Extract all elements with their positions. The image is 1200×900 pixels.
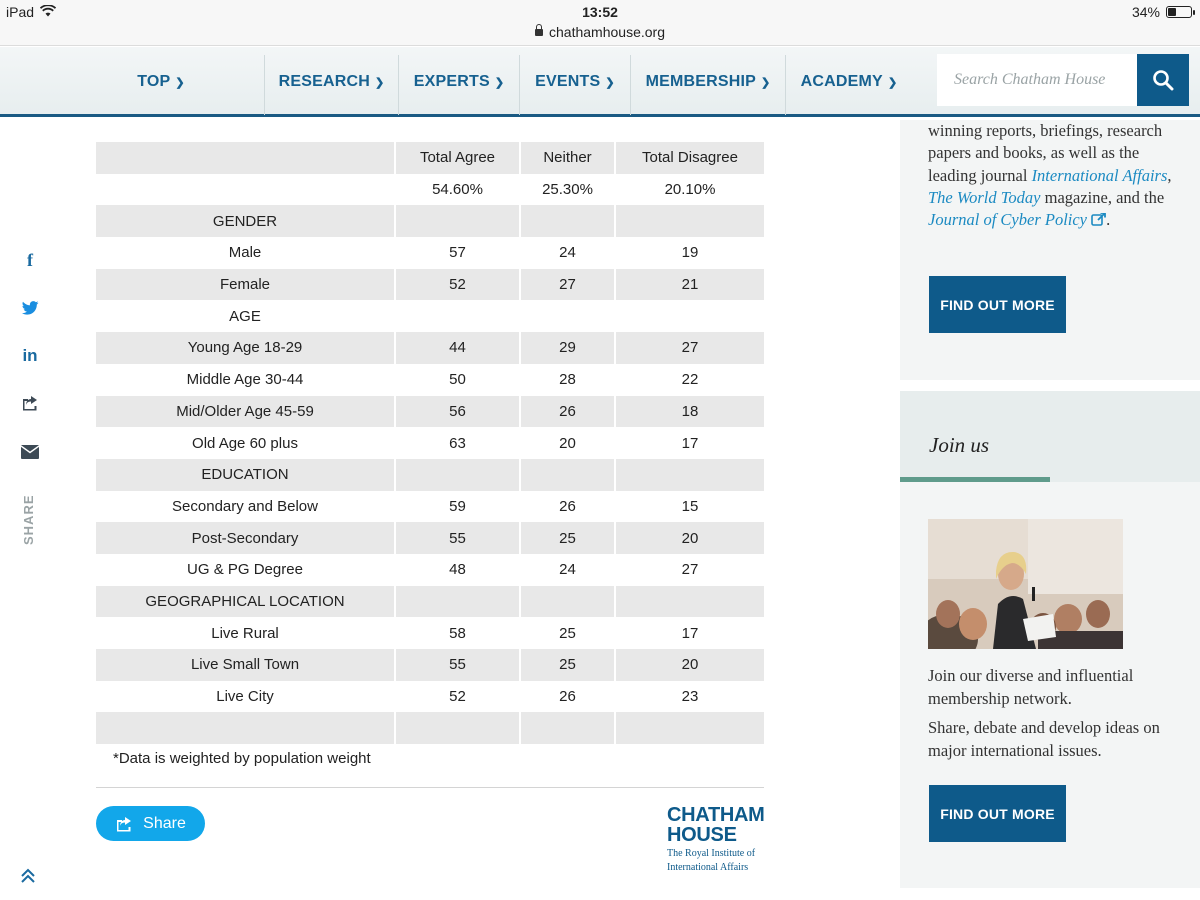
- survey-table: [96, 142, 764, 744]
- row-label: Live Rural: [211, 624, 279, 642]
- value-cell: 18: [614, 396, 764, 428]
- value-cell: 15: [614, 491, 764, 523]
- row-label: UG & PG Degree: [187, 561, 303, 579]
- table-section-row: [96, 300, 764, 332]
- column-header: Neither: [519, 142, 614, 174]
- table-row: [96, 491, 764, 523]
- value-cell: [394, 205, 519, 237]
- address-bar[interactable]: [0, 24, 1200, 46]
- table-row: [96, 364, 764, 396]
- value-cell: 52: [394, 269, 519, 301]
- column-header: Total Disagree: [614, 142, 764, 174]
- value-cell: 27: [519, 269, 614, 301]
- value-cell: 20: [614, 522, 764, 554]
- back-to-top-icon[interactable]: [20, 868, 36, 889]
- row-label: Male: [228, 244, 262, 262]
- publications-text: winning reports, briefings, research papers and books, as well as the leading journal International Affairs, The World Today magazine, and the Journal of Cyber Policy .: [928, 121, 1172, 230]
- clock: 13:52: [582, 4, 618, 20]
- total-cell: [96, 174, 394, 206]
- value-cell: [614, 459, 764, 491]
- membership-photo: [928, 519, 1123, 649]
- value-cell: 21: [614, 269, 764, 301]
- row-label: Middle Age 30-44: [186, 371, 304, 389]
- table-row: [96, 396, 764, 428]
- row-label: Young Age 18-29: [96, 332, 394, 364]
- battery-icon: [1166, 6, 1192, 18]
- value-cell: [519, 205, 614, 237]
- total-cell: 25.30%: [519, 174, 614, 206]
- join-us-title: Join us: [929, 433, 990, 457]
- value-cell: 27: [614, 332, 764, 364]
- value-cell: 17: [614, 617, 764, 649]
- value-cell: 25: [519, 617, 614, 649]
- table-row: [96, 712, 764, 744]
- table-row: [96, 554, 764, 586]
- value-cell: 55: [394, 522, 519, 554]
- header-cell-blank: [96, 142, 394, 174]
- table-totals-row: [96, 174, 764, 206]
- lock-icon: [535, 29, 543, 36]
- value-cell: 44: [394, 332, 519, 364]
- value-cell: 56: [394, 396, 519, 428]
- url-text: chathamhouse.org: [549, 24, 665, 40]
- nav-research[interactable]: RESEARCH ❯: [278, 73, 385, 90]
- table-row: [96, 269, 764, 301]
- row-label: Live City: [216, 688, 274, 706]
- value-cell: [519, 712, 614, 744]
- value-cell: 19: [614, 237, 764, 269]
- value-cell: 25: [519, 649, 614, 681]
- value-cell: [519, 300, 614, 332]
- value-cell: 26: [519, 681, 614, 713]
- table-row: [96, 649, 764, 681]
- join-us-text-2: Share, debate and develop ideas on major international issues.: [928, 718, 1160, 760]
- table-header-row: [96, 142, 764, 174]
- value-cell: 20: [614, 649, 764, 681]
- row-label: Female: [96, 269, 394, 301]
- row-label: [96, 712, 394, 744]
- divider: [96, 787, 764, 788]
- main-nav: [0, 47, 1200, 117]
- nav-academy[interactable]: ACADEMY ❯: [800, 73, 898, 90]
- chevron-down-icon: ❯: [175, 76, 185, 89]
- join-us-header: [900, 391, 1200, 482]
- share-label: SHARE: [21, 494, 36, 545]
- value-cell: 24: [519, 554, 614, 586]
- value-cell: 50: [394, 364, 519, 396]
- value-cell: 24: [519, 237, 614, 269]
- row-label: Mid/Older Age 45-59: [96, 396, 394, 428]
- row-label: Post-Secondary: [96, 522, 394, 554]
- chevron-down-icon: ❯: [605, 76, 615, 89]
- value-cell: 20: [519, 427, 614, 459]
- share-out-icon: [115, 816, 133, 832]
- row-label: Live Small Town: [96, 649, 394, 681]
- link-the-world-today[interactable]: The World Today: [928, 187, 1041, 207]
- chatham-house-logo[interactable]: CHATHAM HOUSE The Royal Institute of International Affairs: [667, 804, 765, 873]
- chevron-down-icon: ❯: [761, 76, 771, 89]
- twitter-icon[interactable]: [19, 297, 41, 319]
- column-header: Total Agree: [394, 142, 519, 174]
- value-cell: [394, 586, 519, 618]
- find-out-more-button[interactable]: FIND OUT MORE: [929, 276, 1066, 333]
- value-cell: [614, 586, 764, 618]
- chevron-down-icon: ❯: [887, 76, 898, 89]
- nav-experts[interactable]: EXPERTS ❯: [413, 73, 505, 90]
- link-international-affairs[interactable]: International Affairs: [1031, 165, 1168, 185]
- share-button[interactable]: Share: [96, 806, 205, 841]
- battery-percent: 34%: [1131, 4, 1160, 20]
- value-cell: [394, 712, 519, 744]
- value-cell: 59: [394, 491, 519, 523]
- table-row: [96, 617, 764, 649]
- section-label: AGE: [229, 307, 261, 325]
- search-input[interactable]: Search Chatham House: [937, 54, 1137, 106]
- row-label: Secondary and Below: [172, 497, 318, 515]
- device-label: iPad: [6, 4, 35, 20]
- join-us-text-1: Join our diverse and influential membership network.: [928, 666, 1134, 708]
- value-cell: [394, 459, 519, 491]
- table-section-row: [96, 459, 764, 491]
- nav-events[interactable]: EVENTS ❯: [535, 73, 615, 90]
- value-cell: 29: [519, 332, 614, 364]
- nav-membership[interactable]: MEMBERSHIP ❯: [645, 73, 771, 90]
- value-cell: 28: [519, 364, 614, 396]
- value-cell: 27: [614, 554, 764, 586]
- external-link-icon: [1091, 213, 1106, 226]
- chevron-down-icon: ❯: [494, 76, 505, 89]
- find-out-more-button[interactable]: FIND OUT MORE: [929, 785, 1066, 842]
- value-cell: [614, 205, 764, 237]
- chevron-down-icon: ❯: [374, 76, 385, 89]
- section-label: GENDER: [96, 205, 394, 237]
- table-row: [96, 332, 764, 364]
- value-cell: 52: [394, 681, 519, 713]
- table-footnote: *Data is weighted by population weight: [113, 750, 371, 767]
- nav-top[interactable]: TOP ❯: [137, 73, 185, 90]
- value-cell: 58: [394, 617, 519, 649]
- value-cell: 55: [394, 649, 519, 681]
- value-cell: 57: [394, 237, 519, 269]
- status-bar: [0, 0, 1200, 24]
- value-cell: 26: [519, 491, 614, 523]
- table-row: [96, 522, 764, 554]
- share-out-icon[interactable]: [19, 392, 41, 414]
- value-cell: 22: [614, 364, 764, 396]
- value-cell: [519, 459, 614, 491]
- value-cell: 25: [519, 522, 614, 554]
- row-label: Old Age 60 plus: [192, 434, 298, 452]
- section-label: EDUCATION: [96, 459, 394, 491]
- email-icon[interactable]: [19, 441, 41, 463]
- table-row: [96, 237, 764, 269]
- search-icon: [1152, 69, 1174, 91]
- table-section-row: [96, 586, 764, 618]
- publications-card: [900, 120, 1200, 380]
- total-cell: 20.10%: [614, 174, 764, 206]
- table-section-row: [96, 205, 764, 237]
- value-cell: 63: [394, 427, 519, 459]
- total-cell: 54.60%: [394, 174, 519, 206]
- value-cell: 48: [394, 554, 519, 586]
- section-label: GEOGRAPHICAL LOCATION: [96, 586, 394, 618]
- value-cell: [519, 586, 614, 618]
- facebook-icon[interactable]: f: [27, 249, 33, 270]
- link-journal-of-cyber-policy[interactable]: Journal of Cyber Policy: [928, 210, 1106, 229]
- table-row: [96, 681, 764, 713]
- value-cell: 23: [614, 681, 764, 713]
- value-cell: [614, 300, 764, 332]
- value-cell: [614, 712, 764, 744]
- search-button[interactable]: [1137, 54, 1189, 106]
- value-cell: 17: [614, 427, 764, 459]
- value-cell: [394, 300, 519, 332]
- value-cell: 26: [519, 396, 614, 428]
- table-row: [96, 427, 764, 459]
- linkedin-icon[interactable]: in: [22, 346, 38, 365]
